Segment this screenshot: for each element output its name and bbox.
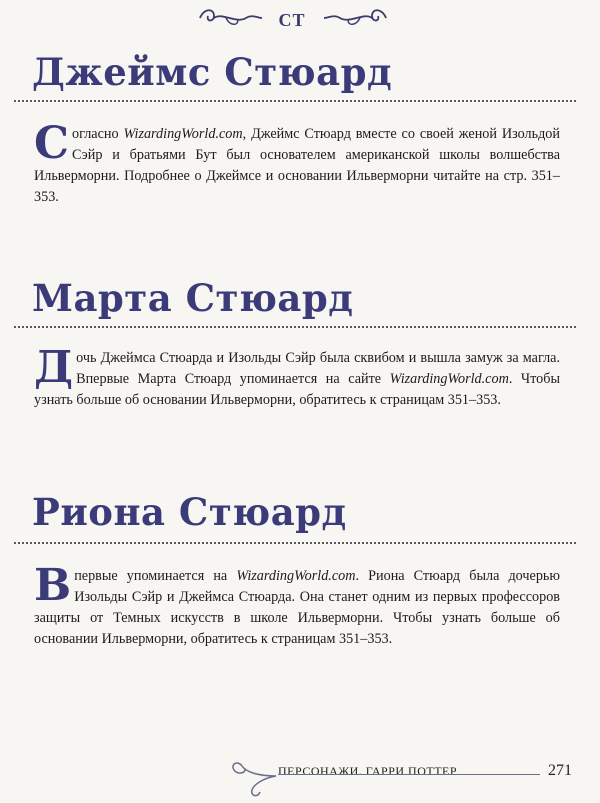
entry-heading: Джеймс Стюард <box>32 50 393 94</box>
page-header <box>0 2 600 36</box>
heading-divider <box>14 326 576 328</box>
page-number: 271 <box>548 762 572 779</box>
site-name: WizardingWorld.com <box>389 371 509 387</box>
entry-heading: Марта Стюард <box>32 276 354 320</box>
footer-rule <box>278 774 540 775</box>
body-text-part: очь Джеймса Стюарда и Изольды Сэйр была сквибом и вышла замуж за магла. Впервые Марта Стюард упоминается на сайте <box>76 350 560 387</box>
entry-body <box>34 118 560 208</box>
heading-divider <box>14 100 576 102</box>
page-footer <box>0 756 600 803</box>
drop-cap: Д <box>34 342 74 393</box>
entry-body <box>34 560 560 650</box>
book-title: ПЕРСОНАЖИ. ГАРРИ ПОТТЕР <box>278 764 458 778</box>
drop-cap: С <box>34 118 70 169</box>
body-text-part: , Джеймс Стюард вместе со своей женой Изольдой Сэйр и братьями Бут был основателем американской школы волшебства Ильверморни. Подробнее о Джеймсе и основании Ильверморни читайте на стр. 351–353. <box>34 126 560 205</box>
footer-flourish-icon <box>228 758 278 798</box>
entry-heading: Риона Стюард <box>32 490 347 534</box>
drop-cap: В <box>34 560 72 611</box>
body-text-part: огласно <box>72 126 124 142</box>
right-flourish-icon <box>320 6 390 30</box>
left-flourish-icon <box>196 6 266 30</box>
site-name: WizardingWorld.com <box>123 126 243 142</box>
body-text-part: . Чтобы узнать больше об основании Ильверморни, обратитесь к страницам 351–353. <box>34 371 561 408</box>
site-name: WizardingWorld.com <box>236 568 356 584</box>
heading-divider <box>14 542 576 544</box>
body-text-part: . Риона Стюард была дочерью Изольды Сэйр и Джеймса Стюарда. Она станет одним из первых профессоров защиты от Темных искусств в школе Ильверморни. Чтобы узнать больше об основании Ильверморни, обратитесь к страницам 351–353. <box>34 568 560 647</box>
body-text-part: первые упоминается на <box>74 568 237 584</box>
entry-body <box>34 342 561 411</box>
section-letters: СТ <box>278 10 306 30</box>
